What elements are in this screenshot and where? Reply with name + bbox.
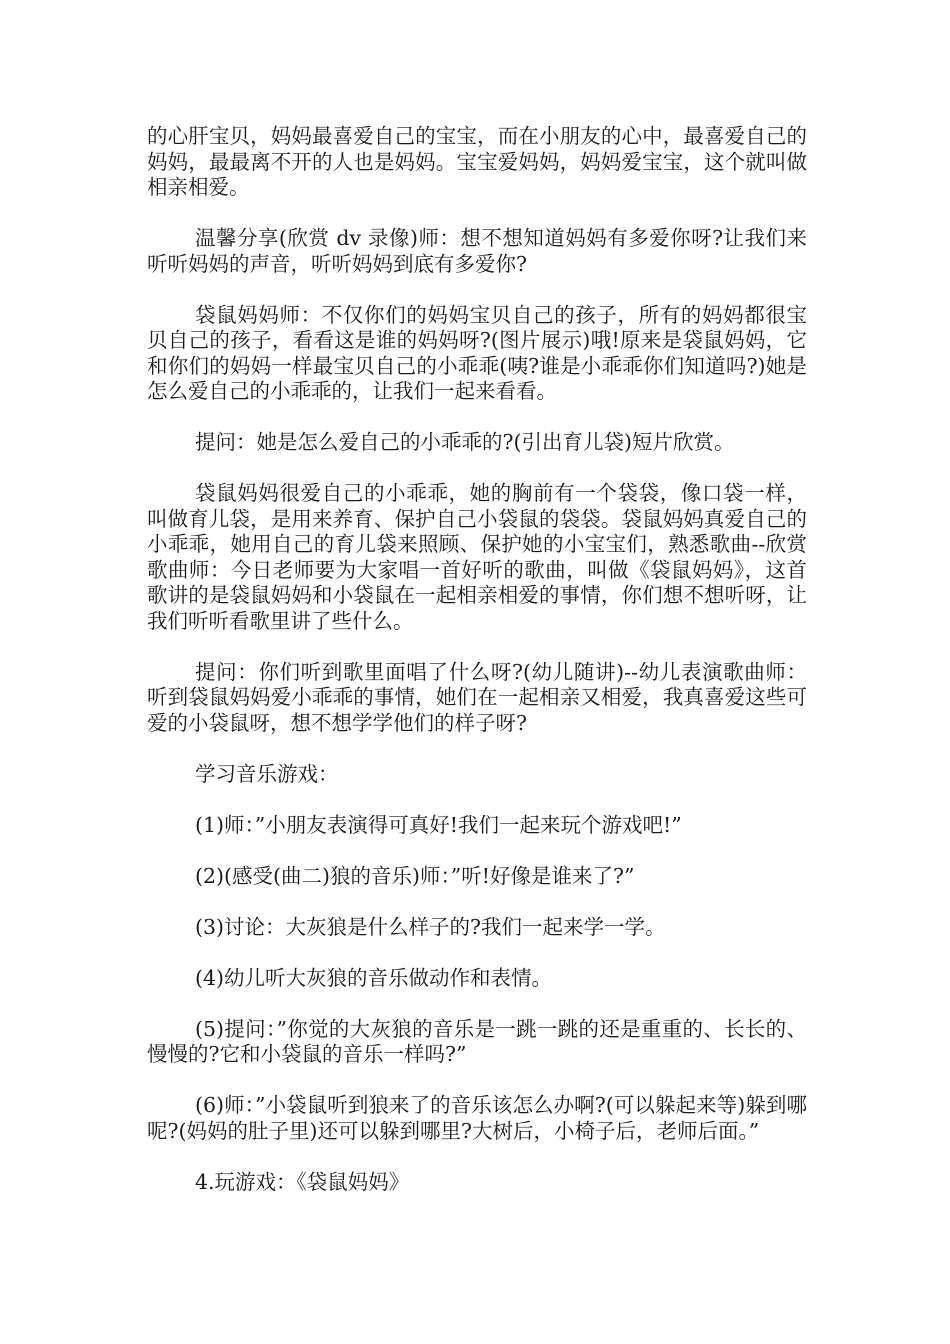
paragraph-question-song: 提问：你们听到歌里面唱了什么呀?(幼儿随讲)--幼儿表演歌曲师：听到袋鼠妈妈爱小乖乖的事情，她们在一起相亲又相爱，我真喜爱这些可爱的小袋鼠呀，想不想学学他们的样子呀? xyxy=(147,659,807,735)
paragraph-step-5: (5)提问：”你觉的大灰狼的音乐是一跳一跳的还是重重的、长长的、慢慢的?它和小袋鼠的音乐一样吗?” xyxy=(147,1016,807,1066)
paragraph-play-game: 4.玩游戏：《袋鼠妈妈》 xyxy=(195,1169,410,1194)
paragraph-intro-continued: 的心肝宝贝，妈妈最喜爱自己的宝宝，而在小朋友的心中，最喜爱自己的妈妈，最最离不开的人也是妈妈。宝宝爱妈妈，妈妈爱宝宝，这个就叫做相亲相爱。 xyxy=(147,124,807,199)
paragraph-step-1: (1)师：”小朋友表演得可真好!我们一起来玩个游戏吧!” xyxy=(195,812,682,837)
paragraph-step-4: (4)幼儿听大灰狼的音乐做动作和表情。 xyxy=(195,965,553,990)
document-page xyxy=(147,124,807,1221)
paragraph-kangaroo-mother: 袋鼠妈妈师：不仅你们的妈妈宝贝自己的孩子，所有的妈妈都很宝贝自己的孩子，看看这是谁的妈妈呀?(图片展示)哦!原来是袋鼠妈妈，它和你们的妈妈一样最宝贝自己的小乖乖(咦?谁是小乖乖你们知道吗?)她是怎么爱自己的小乖乖的，让我们一起来看看。 xyxy=(147,302,807,403)
paragraph-warm-sharing: 温馨分享(欣赏 dv 录像)师：想不想知道妈妈有多爱你呀?让我们来听听妈妈的声音，听听妈妈到底有多爱你? xyxy=(147,226,807,276)
paragraph-step-2: (2)(感受(曲二)狼的音乐)师：”听!好像是谁来了?” xyxy=(195,863,635,888)
paragraph-music-game-heading: 学习音乐游戏： xyxy=(195,761,339,786)
paragraph-question-pouch: 提问：她是怎么爱自己的小乖乖的?(引出育儿袋)短片欣赏。 xyxy=(195,430,735,454)
paragraph-step-6: (6)师：”小袋鼠听到狼来了的音乐该怎么办啊?(可以躲起来等)躲到哪呢?(妈妈的肚子里)还可以躲到哪里?大树后，小椅子后，老师后面。” xyxy=(147,1093,807,1143)
paragraph-song-appreciation: 袋鼠妈妈很爱自己的小乖乖，她的胸前有一个袋袋，像口袋一样，叫做育儿袋，是用来养育、保护自己小袋鼠的袋袋。袋鼠妈妈真爱自己的小乖乖，她用自己的育儿袋来照顾、保护她的小宝宝们，熟悉歌曲--欣赏歌曲师：今日老师要为大家唱一首好听的歌曲，叫做《袋鼠妈妈》，这首歌讲的是袋鼠妈妈和小袋鼠在一起相亲相爱的事情，你们想不想听呀，让我们听听看歌里讲了些什么。 xyxy=(147,481,807,633)
paragraph-step-3: (3)讨论：大灰狼是什么样子的?我们一起来学一学。 xyxy=(195,914,666,939)
